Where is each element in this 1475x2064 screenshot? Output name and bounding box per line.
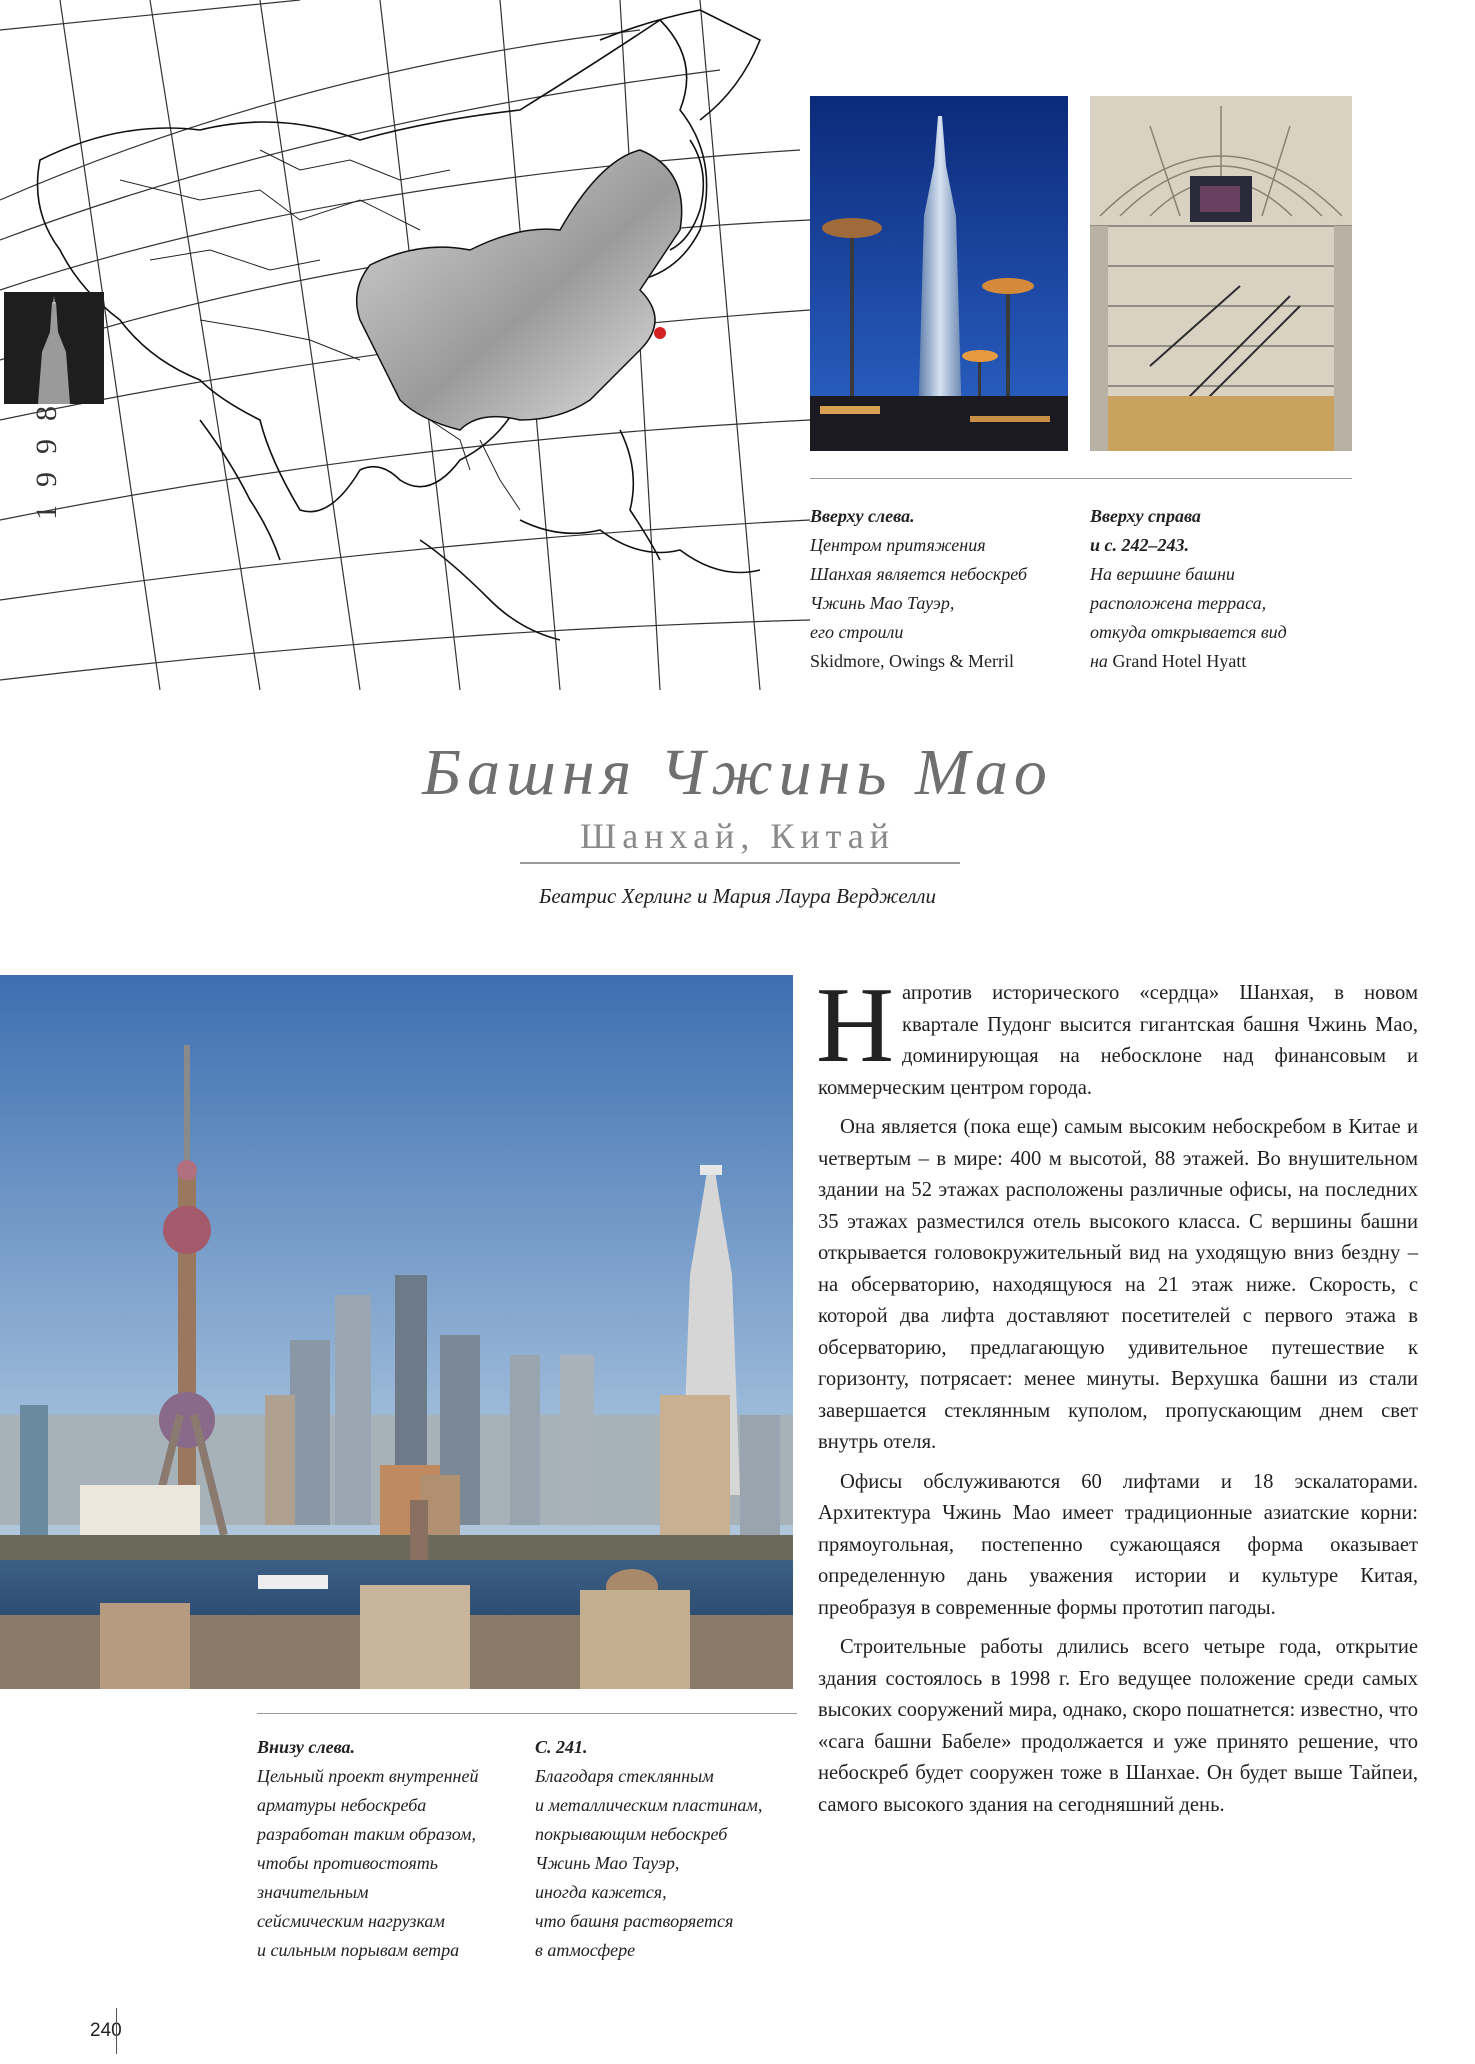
year-label: 1998 xyxy=(30,388,63,520)
caption-title: С. 241. xyxy=(535,1737,588,1757)
caption-hotel-name: Grand Hotel Hyatt xyxy=(1112,651,1247,671)
caption-line: Чжинь Мао Тауэр, xyxy=(535,1853,680,1873)
caption-line: на xyxy=(1090,651,1113,671)
caption-line: Центром притяжения xyxy=(810,535,986,555)
caption-line: Чжинь Мао Тауэр, xyxy=(810,593,955,613)
caption-line: разработан таким образом, xyxy=(257,1824,477,1844)
article-paragraph xyxy=(816,966,1418,1104)
caption-top-right xyxy=(1090,502,1380,676)
photo-shanghai-skyline xyxy=(0,975,793,1689)
drop-cap: Н xyxy=(816,966,894,1085)
caption-line: На вершине башни xyxy=(1090,564,1235,584)
caption-line: чтобы противостоять xyxy=(257,1853,438,1873)
article-paragraph: Строительные работы длились всего четыре года, открытие здания состоялось в 1998 г. Его ведущее положение среди самых высоких сооружений мира, однако, скоро пошатнется: известно, что «сага башни Бабеле» продолжается и уже принято решение, что небоскреб будет сооружен тоже в Шанхае. Он будет выше Тайпеи, самого высокого здания на сегодняшний день. xyxy=(818,1636,1418,1816)
china-highlight xyxy=(357,150,682,430)
caption-title: и с. 242–243. xyxy=(1090,535,1189,555)
caption-line: откуда открывается вид xyxy=(1090,622,1287,642)
caption-line: арматуры небоскреба xyxy=(257,1795,427,1815)
caption-line: и сильным порывам ветра xyxy=(257,1940,460,1960)
caption-bottom-left xyxy=(257,1733,517,1965)
caption-line: Цельный проект внутренней xyxy=(257,1766,479,1786)
page-title: Башня Чжинь Мао xyxy=(422,736,1053,809)
caption-line: покрывающим небоскреб xyxy=(535,1824,728,1844)
caption-title: Вверху слева. xyxy=(810,506,915,526)
shanghai-marker xyxy=(654,327,666,339)
caption-line: его строили xyxy=(810,622,904,642)
caption-line: сейсмическим нагрузкам xyxy=(257,1911,445,1931)
caption-line: в атмосфере xyxy=(535,1940,636,1960)
article-paragraph: Она является (пока еще) самым высоким небоскребом в Китае и четвертым – в мире: 400 м высотой, 88 этажей. Во внушительном здании на 52 этажах расположены различные офисы, на последних 35 этажах разместился отель высокого класса. С вершины башни открывается головокружительный вид на уходящую вниз бездну – на обсерваторию, находящуюся на 21 этаж ниже. Скорость, с которой два лифта доставляют посетителей с первого этажа в обсерваторию, предлагающую удивительное путешествие к горизонту, потрясает: менее минуты. Верхушка башни из стали завершается стеклянным куполом, пропускающим днем свет внутрь отеля. xyxy=(818,1116,1418,1453)
authors: Беатрис Херлинг и Мария Лаура Верджелли xyxy=(538,884,937,908)
caption-line: иногда кажется, xyxy=(535,1882,667,1902)
caption-title: Внизу слева. xyxy=(257,1737,356,1757)
article-paragraph: Офисы обслуживаются 60 лифтами и 18 эскалаторами. Архитектура Чжинь Мао имеет традиционные азиатские корни: прямоугольная, постепенно сужающаяся форма оказывает определенную дань уважения истории и культуре Китая, преобразуя в современные формы прототип пагоды. xyxy=(818,1470,1418,1619)
caption-title: Вверху справа xyxy=(1090,506,1201,526)
caption-credit: Skidmore, Owings & Merril xyxy=(810,651,1014,671)
caption-line: что башня растворяется xyxy=(535,1911,734,1931)
caption-top-left xyxy=(810,502,1080,676)
page-subtitle: Шанхай, Китай xyxy=(579,816,896,856)
caption-line: Благодаря стеклянным xyxy=(535,1766,714,1786)
page-number: 240 xyxy=(90,2020,122,2041)
caption-line: значительным xyxy=(257,1882,369,1902)
caption-bottom-right xyxy=(535,1733,795,1965)
article-body xyxy=(816,966,1418,1829)
caption-line: расположена терраса, xyxy=(1090,593,1267,613)
caption-rule-bottom xyxy=(257,1713,797,1714)
asia-map xyxy=(0,0,820,690)
subtitle-underline xyxy=(520,862,960,864)
paragraph-text: апротив исторического «сердца» Шанхая, в новом квартале Пудонг высится гигантская башня Чжинь Мао, доминирующая на небосклоне над финансовым и коммерческим центром города. xyxy=(818,982,1418,1099)
caption-line: Шанхая является небоскреб xyxy=(810,564,1028,584)
photo-atrium xyxy=(1090,96,1352,451)
photo-tower-night xyxy=(810,96,1068,451)
caption-rule-top xyxy=(810,478,1352,479)
caption-line: и металлическим пластинам, xyxy=(535,1795,763,1815)
page-number-rule xyxy=(116,2008,117,2054)
